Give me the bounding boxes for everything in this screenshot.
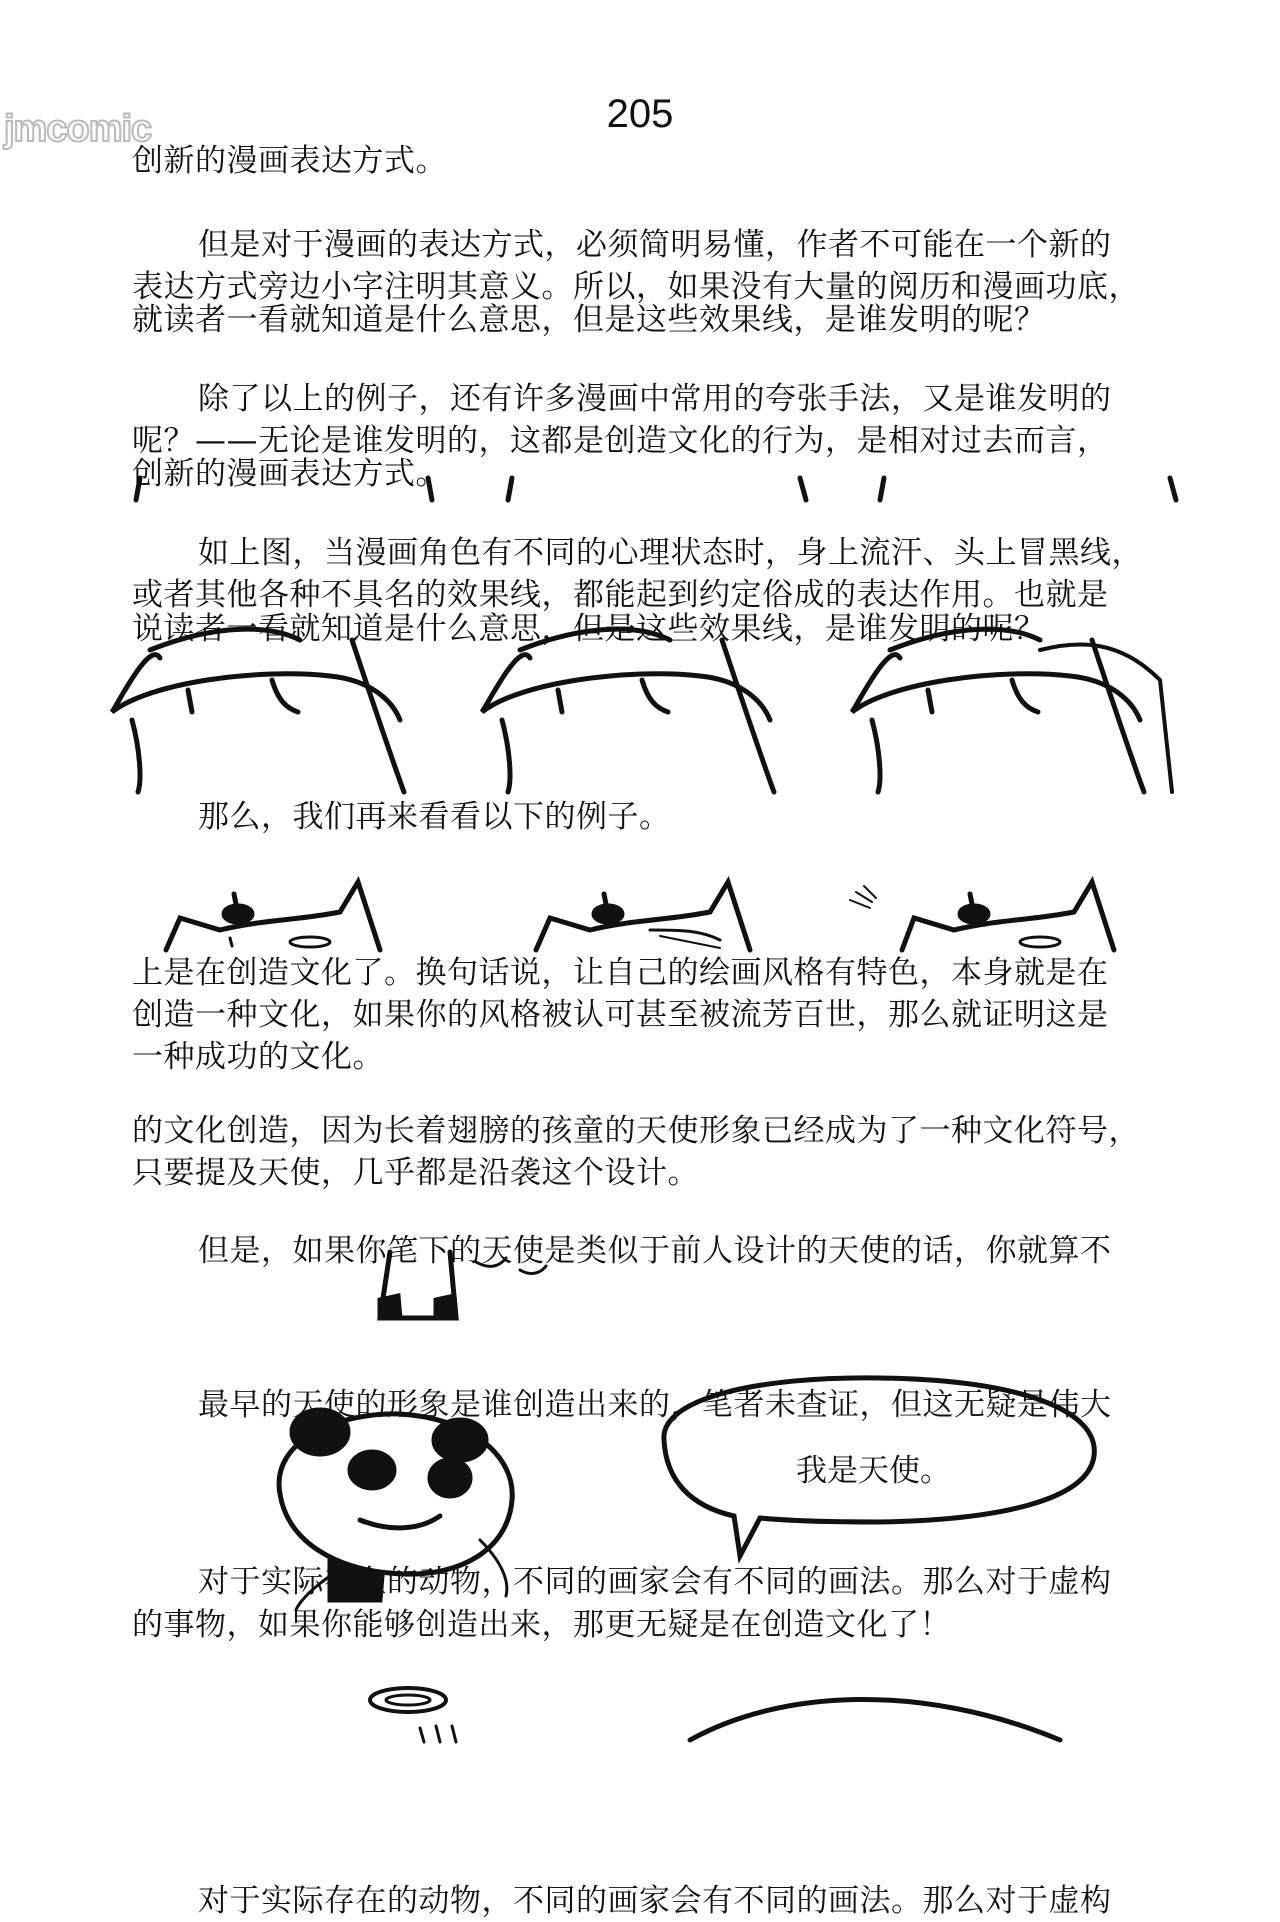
text-line: 或者其他各种不具名的效果线，都能起到约定俗成的表达作用。也就是: [132, 577, 1109, 613]
text-line: 上是在创造文化了。换句话说，让自己的绘画风格有特色，本身就是在: [132, 955, 1109, 991]
head-drawing-3: [852, 629, 1144, 792]
tick-mark: [508, 478, 512, 500]
text-line: 一种成功的文化。: [132, 1039, 384, 1075]
text-line: 最早的天使的形象是谁创造出来的，笔者未查证，但这无疑是伟大: [198, 1387, 1112, 1423]
text-line: 的事物，如果你能够创造出来，那更无疑是在创造文化了！: [132, 1607, 951, 1643]
text-line: 对于实际存在的动物，不同的画家会有不同的画法。那么对于虚构: [198, 1564, 1112, 1600]
text-line: 那么，我们再来看看以下的例子。: [198, 799, 671, 835]
text-line: 的文化创造，因为长着翅膀的孩童的天使形象已经成为了一种文化符号，: [132, 1113, 1140, 1149]
tick-mark: [880, 478, 884, 500]
head-drawing-2: [482, 629, 774, 792]
text-line: 创新的漫画表达方式。: [132, 456, 447, 492]
cat-head-1: [166, 882, 380, 950]
text-line: 对于实际存在的动物，不同的画家会有不同的画法。那么对于虚构: [198, 1883, 1112, 1919]
speech-bubble-text: 我是天使。: [796, 1453, 951, 1489]
page-number: 205: [606, 92, 674, 136]
cat-head-3: [850, 882, 1114, 950]
text-line: 只要提及天使，几乎都是沿袭这个设计。: [132, 1155, 699, 1191]
cat-head-2: [536, 882, 750, 950]
text-line: 呢？——无论是谁发明的，这都是创造文化的行为，是相对过去而言，: [132, 423, 1109, 459]
large-arc: [690, 1699, 1060, 1740]
watermark-logo: jmcomic: [4, 108, 152, 150]
text-line: 说读者一看就知道是什么意思，但是这些效果线，是谁发明的呢？: [132, 611, 1046, 647]
text-line: 但是，如果你笔下的天使是类似于前人设计的天使的话，你就算不: [198, 1233, 1112, 1269]
text-line: 如上图，当漫画角色有不同的心理状态时，身上流汗、头上冒黑线，: [198, 535, 1143, 571]
text-line: 除了以上的例子，还有许多漫画中常用的夸张手法，又是谁发明的: [198, 381, 1112, 417]
halo: [370, 1688, 446, 1712]
text-line: 就读者一看就知道是什么意思，但是这些效果线，是谁发明的呢？: [132, 302, 1046, 338]
text-line: 表达方式旁边小字注明其意义。所以，如果没有大量的阅历和漫画功底，: [132, 269, 1140, 305]
head-drawing-1: [112, 629, 404, 792]
text-line: 创造一种文化，如果你的风格被认可甚至被流芳百世，那么就证明这是: [132, 997, 1109, 1033]
tick-mark: [800, 478, 806, 500]
text-line: 创新的漫画表达方式。: [132, 143, 447, 179]
text-line: 但是对于漫画的表达方式，必须简明易懂，作者不可能在一个新的: [198, 227, 1112, 263]
tick-mark: [1170, 478, 1176, 500]
